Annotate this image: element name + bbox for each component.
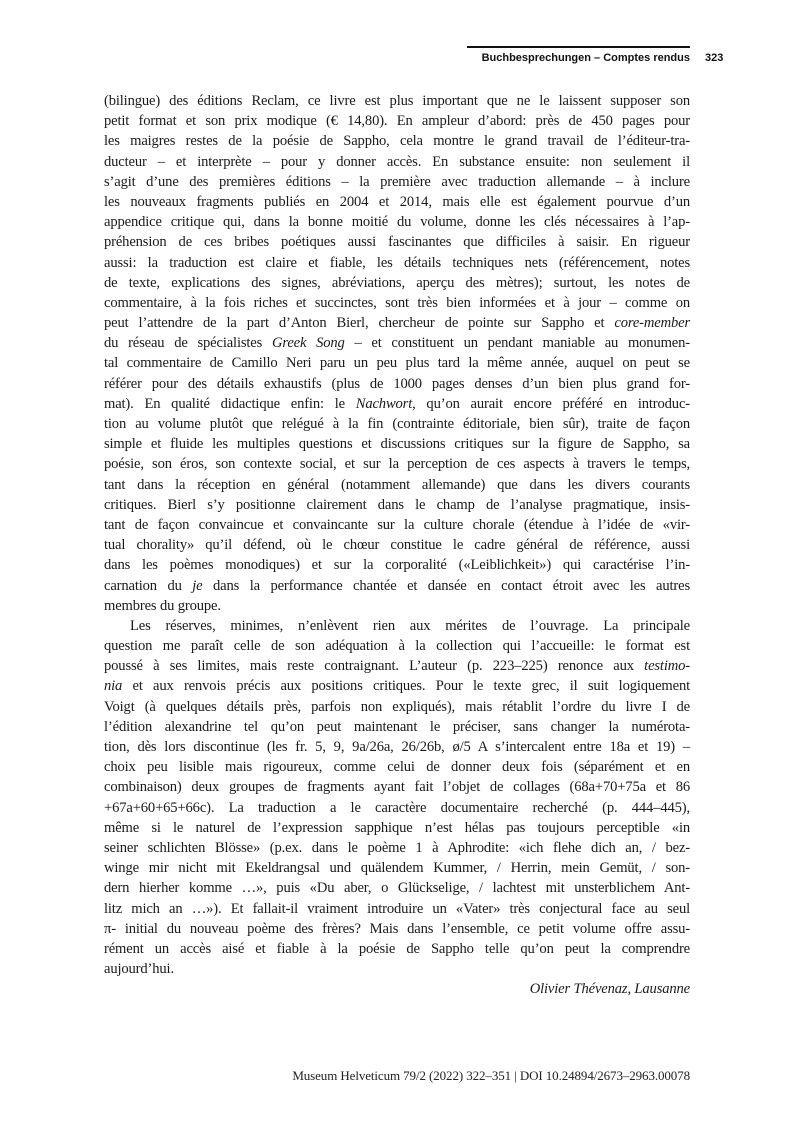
text-line bbox=[104, 576, 690, 596]
text-segment: winge mir nicht mit Ekeldrangsal und quälendem Kummer, / Herrin, mein Gemüt, / son- bbox=[104, 860, 690, 877]
italic-text: core-member bbox=[614, 315, 690, 332]
text-line bbox=[104, 273, 690, 293]
review-body bbox=[104, 91, 690, 999]
text-segment: litz mich an …»). Et fallait-il vraiment introduire un «Vater» très conjectural face au seul bbox=[104, 900, 690, 917]
text-line bbox=[104, 818, 690, 838]
text-line bbox=[104, 555, 690, 575]
text-line bbox=[104, 737, 690, 757]
text-line bbox=[104, 394, 690, 414]
text-segment: tal commentaire de Camillo Neri paru un peu plus tard la même année, auquel on peut se bbox=[104, 355, 690, 372]
text-segment: π- initial du nouveau poème des frères? Mais dans l’ensemble, ce petit volume offre assu- bbox=[104, 920, 690, 937]
text-segment: les maigres restes de la poésie de Sappho, cela montre le grand travail de l’éditeur-tra- bbox=[104, 133, 690, 150]
text-line bbox=[104, 475, 690, 495]
paragraph bbox=[104, 91, 690, 616]
text-segment: mat). En qualité didactique enfin: le bbox=[104, 395, 356, 412]
text-line bbox=[104, 313, 690, 333]
text-line bbox=[104, 959, 690, 979]
text-segment: petit format et son prix modique (€ 14,80). En ampleur d’abord: près de 450 pages pour bbox=[104, 113, 690, 130]
text-segment: aussi: la traduction est claire et fiable, les détails techniques nets (référencement, notes bbox=[104, 254, 690, 271]
text-segment: les nouveaux fragments publiés en 2004 et 2014, mais elle est également pourvue d’un bbox=[104, 193, 690, 210]
text-segment: s’agit d’une des premières éditions – la première avec traduction allemande – à inclure bbox=[104, 173, 690, 190]
text-segment: critiques. Bierl s’y positionne clairement dans le champ de l’analyse pragmatique, insis- bbox=[104, 496, 690, 513]
text-line bbox=[104, 798, 690, 818]
text-line bbox=[104, 232, 690, 252]
text-segment: – et constituent un pendant maniable au monumen- bbox=[344, 335, 690, 352]
text-segment: membres du groupe. bbox=[104, 597, 221, 614]
text-segment: peut l’attendre de la part d’Anton Bierl, chercheur de pointe sur Sappho et bbox=[104, 315, 615, 332]
author-signature: Olivier Thévenaz, Lausanne bbox=[529, 981, 690, 998]
text-line bbox=[104, 656, 690, 676]
text-segment: poésie, son éros, son contexte social, et sur la perception de ces aspects à travers le temps, bbox=[104, 456, 690, 473]
text-line bbox=[104, 878, 690, 898]
text-line bbox=[104, 495, 690, 515]
text-line bbox=[104, 636, 690, 656]
text-segment: dern hierher komme …», puis «Du aber, o Glückselige, / lachtest mit unsterblichem Ant- bbox=[104, 880, 690, 897]
text-segment: poussé à ses limites, mais reste contraignant. L’auteur (p. 223–225) renonce aux bbox=[104, 658, 645, 675]
text-segment: l’édition alexandrine tel qu’on peut maintenant le préciser, sans changer la numérota- bbox=[104, 718, 690, 735]
text-line bbox=[104, 152, 690, 172]
text-line bbox=[104, 596, 690, 616]
text-line bbox=[104, 676, 690, 696]
text-segment: appendice critique qui, dans la bonne moitié du volume, donne les clés nécessaires à l’ap- bbox=[104, 214, 690, 231]
text-line bbox=[104, 333, 690, 353]
text-line bbox=[104, 757, 690, 777]
text-segment: ducteur – et interprète – pour y donner accès. En substance ensuite: non seulement il bbox=[104, 153, 690, 170]
text-line bbox=[104, 777, 690, 797]
text-segment: de texte, explications des signes, abréviations, aperçu des mètres); surtout, les notes de bbox=[104, 274, 690, 291]
text-segment: combinaison) deux groupes de fragments ayant fait l’objet de collages (68a+70+75a et 86 bbox=[104, 779, 690, 796]
text-segment: tant de façon convaincue et convaincante sur la culture chorale (étendue à l’idée de «vir- bbox=[104, 516, 690, 533]
text-segment: simple et fluide les multiples questions et discussions critiques sur la figure de Sappho, sa bbox=[104, 436, 690, 453]
paragraph bbox=[104, 616, 690, 979]
text-segment: dans les poèmes monodiques) et sur la corporalité («Leiblichkeit») qui caractérise l’in- bbox=[104, 557, 690, 574]
text-line bbox=[104, 414, 690, 434]
text-line bbox=[104, 697, 690, 717]
text-line bbox=[104, 919, 690, 939]
text-line bbox=[104, 293, 690, 313]
text-segment: +67a+60+65+66c). La traduction a le caractère documentaire recherché (p. 444–445), bbox=[104, 799, 690, 816]
text-line bbox=[104, 91, 690, 111]
text-segment: tual chorality» qu’il défend, où le chœur constitue le cadre général de référence, aussi bbox=[104, 537, 690, 554]
running-title: Buchbesprechungen – Comptes rendus bbox=[481, 52, 690, 64]
text-line bbox=[104, 616, 690, 636]
text-line bbox=[104, 434, 690, 454]
text-segment: dans la performance chantée et dansée en contact étroit avec les autres bbox=[202, 577, 691, 594]
text-segment: commentaire, à la fois riches et succinctes, sont très bien informées et à jour – comme on bbox=[104, 294, 690, 311]
text-segment: , qu’on aurait encore préféré en introduc- bbox=[412, 395, 690, 412]
page-footer: Museum Helveticum 79/2 (2022) 322–351 | DOI 10.24894/2673–2963.00078 bbox=[292, 1068, 690, 1083]
text-line bbox=[104, 515, 690, 535]
text-segment: tant dans la réception en général (notamment allemande) que dans les divers courants bbox=[104, 476, 690, 493]
text-line bbox=[104, 111, 690, 131]
text-line bbox=[104, 939, 690, 959]
text-segment: aujourd’hui. bbox=[104, 961, 174, 978]
text-line bbox=[104, 131, 690, 151]
italic-text: Greek Song bbox=[271, 335, 345, 352]
page-number: 323 bbox=[705, 52, 724, 64]
text-segment: rément un accès aisé et fiable à la poésie de Sappho telle qu’on peut la comprendre bbox=[104, 940, 690, 957]
text-segment: préhension de ces bribes poétiques aussi fascinantes que difficiles à saisir. En rigueur bbox=[104, 234, 690, 251]
text-segment: seiner schlichten Blösse» (p.ex. dans le poème 1 à Aphrodite: «ich flehe dich an, / bez- bbox=[104, 839, 690, 856]
italic-text: testimo- bbox=[644, 658, 690, 675]
text-line bbox=[104, 899, 690, 919]
italic-text: je bbox=[192, 577, 203, 594]
text-line bbox=[104, 253, 690, 273]
text-segment: carnation du bbox=[104, 577, 193, 594]
text-segment: du réseau de spécialistes bbox=[104, 335, 272, 352]
text-segment: tion au volume plutôt que relégué à la fin (contrainte éditoriale, bien sûr), traite de façon bbox=[104, 416, 690, 432]
text-line bbox=[104, 454, 690, 474]
text-line bbox=[104, 212, 690, 232]
text-line bbox=[104, 717, 690, 737]
text-segment: Voigt (à quelques détails près, parfois non expliqués), mais rétablit l’ordre du livre I de bbox=[104, 698, 690, 715]
text-segment: même si le naturel de l’expression sapphique n’est hélas pas toujours perceptible «in bbox=[104, 819, 690, 836]
text-segment: et aux renvois précis aux positions critiques. Pour le texte grec, il suit logiquement bbox=[122, 678, 690, 695]
text-line bbox=[104, 858, 690, 878]
text-segment: question me paraît celle de son adéquation à la collection qui l’accueille: le format est bbox=[104, 638, 690, 655]
text-line bbox=[104, 535, 690, 555]
italic-text: Nachwort bbox=[355, 395, 413, 412]
text-line bbox=[104, 192, 690, 212]
text-line bbox=[104, 353, 690, 373]
text-segment: choix peu lisible mais rigoureux, comme celui de donner deux fois (séparément et en bbox=[104, 759, 690, 776]
text-segment: tion, dès lors discontinue (les fr. 5, 9, 9a/26a, 26/26b, ø/5 A s’intercalent entre 18a et 19) – bbox=[104, 739, 690, 755]
text-segment: Les réserves, minimes, n’enlèvent rien aux mérites de l’ouvrage. La principale bbox=[130, 617, 690, 634]
paragraphs bbox=[104, 91, 690, 979]
text-segment: référer pour des détails exhaustifs (plus de 1000 pages denses d’un bien plus grand for- bbox=[104, 375, 690, 392]
text-line bbox=[104, 374, 690, 394]
text-segment: (bilingue) des éditions Reclam, ce livre est plus important que ne le laissent supposer son bbox=[104, 93, 690, 109]
text-line bbox=[104, 838, 690, 858]
text-line bbox=[104, 172, 690, 192]
header-rule bbox=[467, 46, 690, 48]
italic-text: nia bbox=[104, 678, 123, 695]
